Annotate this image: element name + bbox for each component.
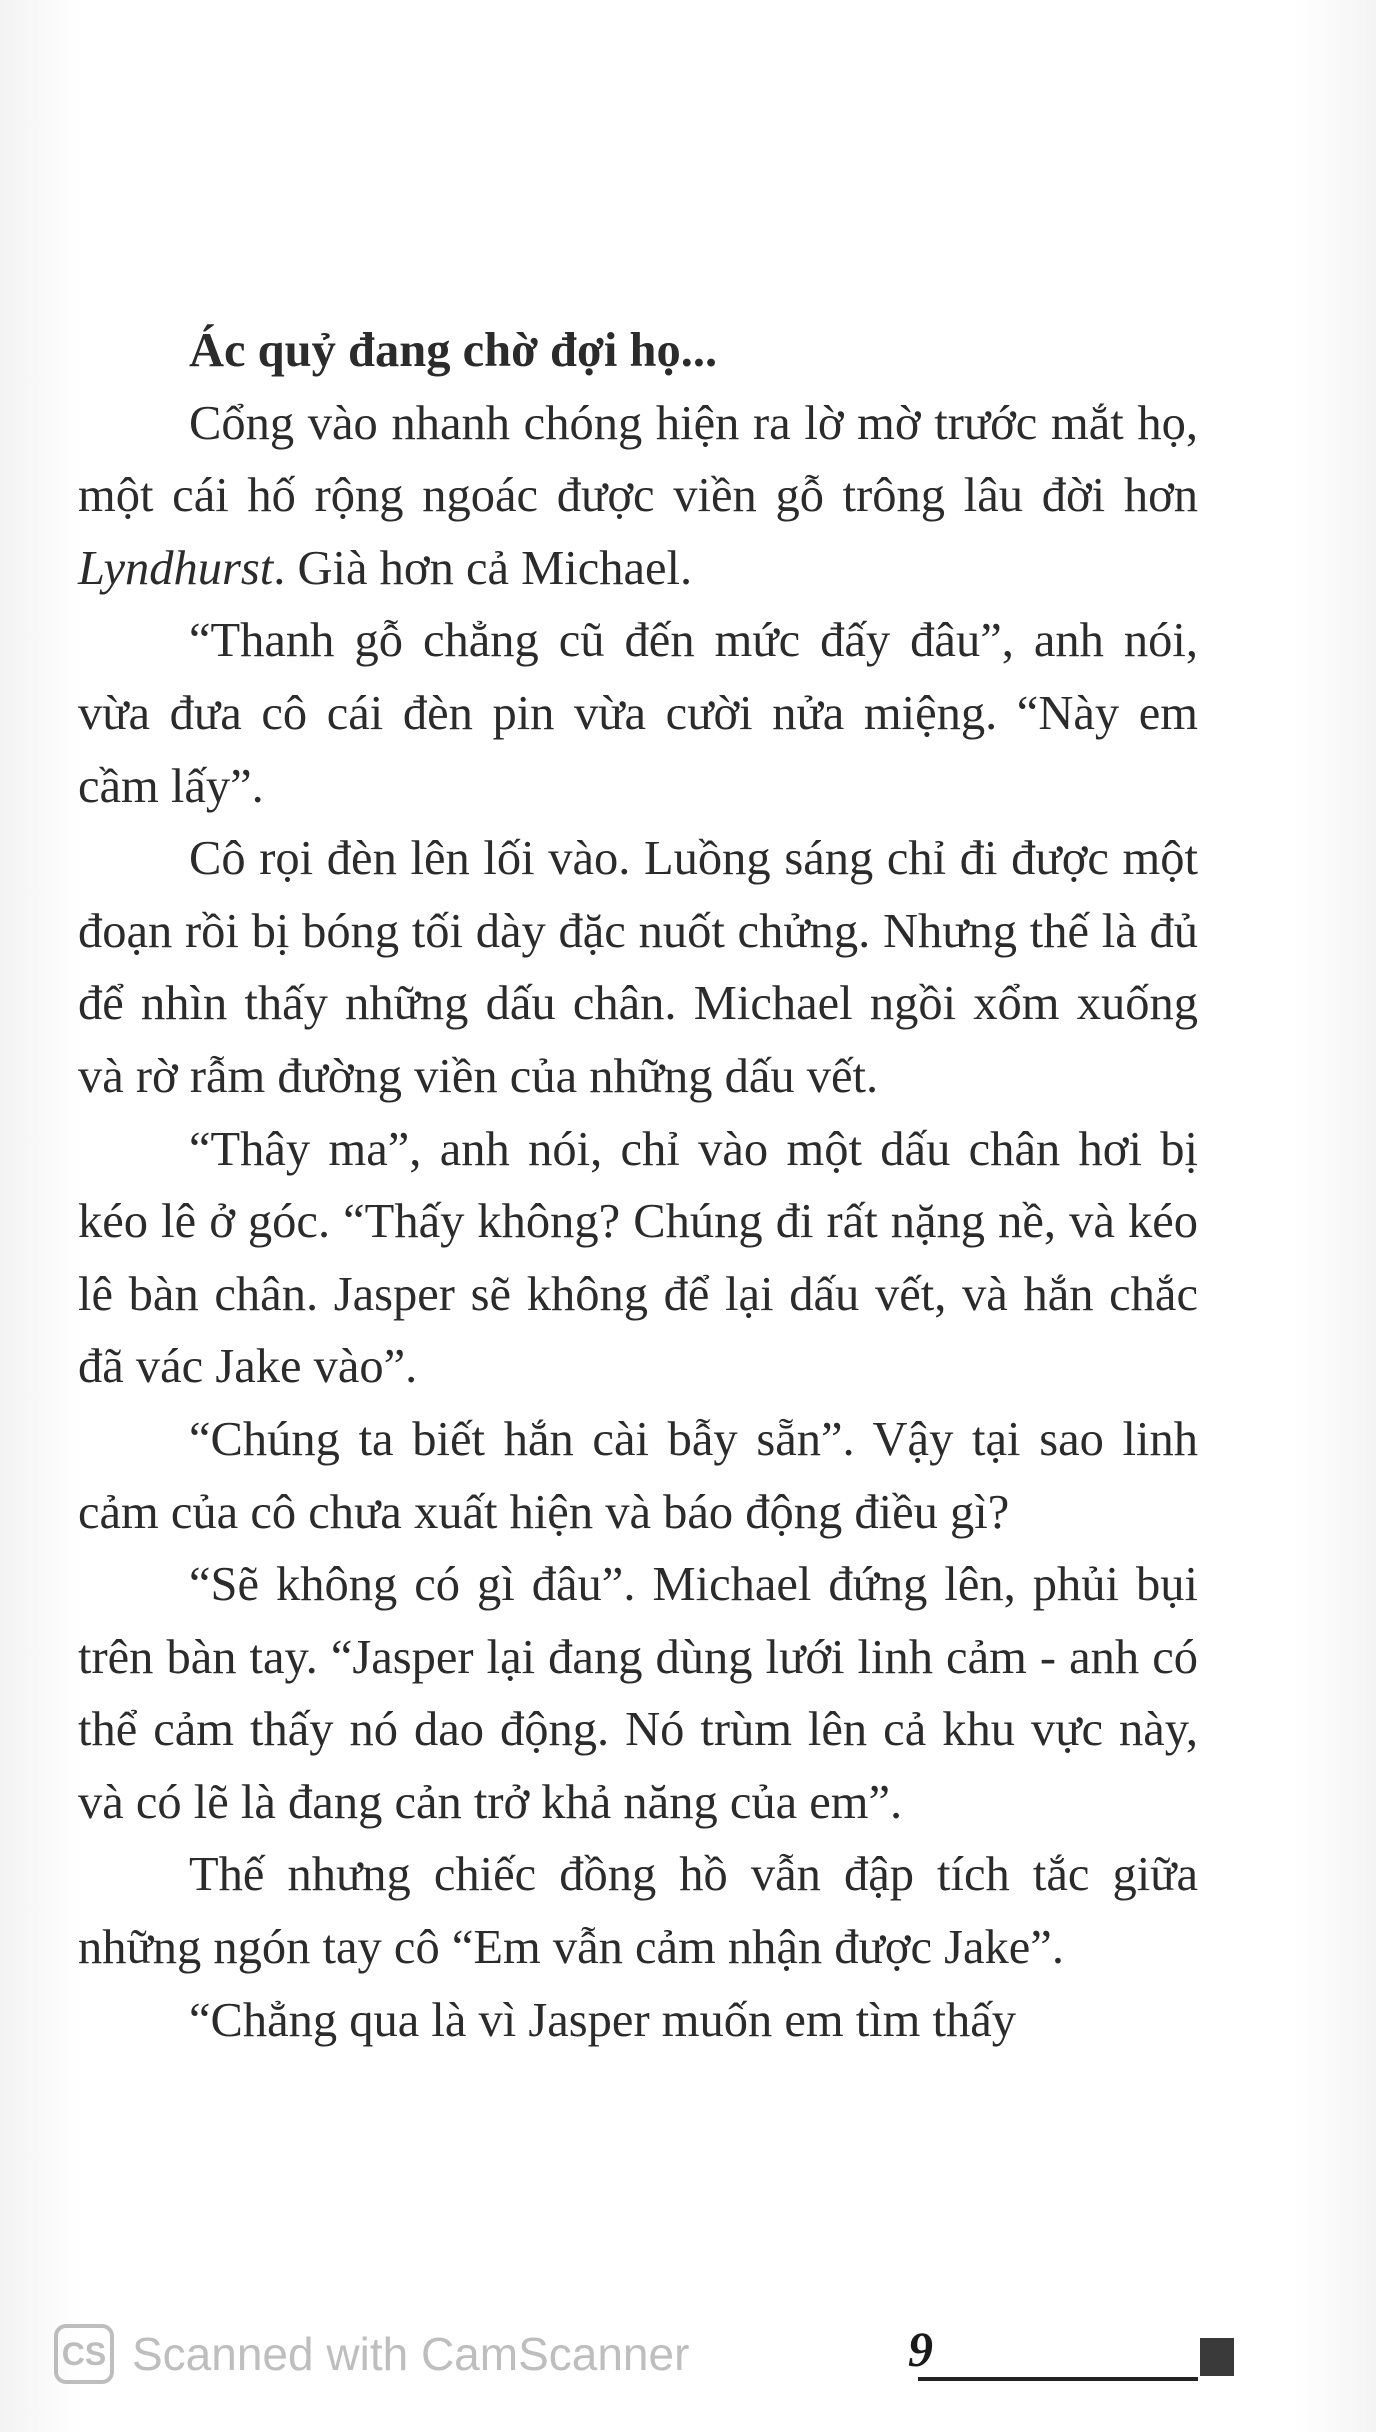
camscanner-watermark <box>54 2324 689 2384</box>
italic-place-name: Lyndhurst <box>78 541 274 595</box>
watermark-text: Scanned with CamScanner <box>132 2328 690 2380</box>
paragraph: Thế nhưng chiếc đồng hồ vẫn đập tích tắc giữa những ngón tay cô “Em vẫn cảm nhận được Jake”. <box>78 1848 1198 1975</box>
page-number: 9 <box>908 2321 933 2377</box>
paragraph: “Thây ma”, anh nói, chỉ vào một dấu chân hơi bị kéo lê ở góc. “Thấy không? Chúng đi rất nặng nề, và kéo lê bàn chân. Jasper sẽ không để lại dấu vết, và hắn chắc đã vác Jake vào”. <box>78 1122 1198 1394</box>
paragraph: “Sẽ không có gì đâu”. Michael đứng lên, phủi bụi trên bàn tay. “Jasper lại đang dùng lưới linh cảm - anh có thể cảm thấy nó dao động. Nó trùm lên cả khu vực này, và có lẽ là đang cản trở khả năng của em”. <box>78 1558 1198 1829</box>
footer-block <box>1200 2338 1234 2376</box>
body-text <box>78 315 1198 2057</box>
camscanner-logo-icon: CS <box>54 2324 114 2384</box>
paragraph-heading: Ác quỷ đang chờ đợi họ... <box>189 324 718 377</box>
paragraph: “Thanh gỗ chẳng cũ đến mức đấy đâu”, anh nói, vừa đưa cô cái đèn pin vừa cười nửa miệng. “Này em cầm lấy”. <box>78 614 1198 813</box>
paragraph: “Chẳng qua là vì Jasper muốn em tìm thấy <box>189 1993 1017 2047</box>
paragraph: Cô rọi đèn lên lối vào. Luồng sáng chỉ đi được một đoạn rồi bị bóng tối dày đặc nuốt chửng. Nhưng thế là đủ để nhìn thấy những dấu chân. Michael ngồi xổm xuống và rờ rẫm đường viền của những dấu vết. <box>78 832 1198 1103</box>
footer-rule <box>918 2377 1198 2381</box>
paragraph: “Chúng ta biết hắn cài bẫy sẵn”. Vậy tại sao linh cảm của cô chưa xuất hiện và báo động điều gì? <box>78 1412 1198 1539</box>
paragraph: Cổng vào nhanh chóng hiện ra lờ mờ trước mắt họ, một cái hố rộng ngoác được viền gỗ trông lâu đời hơn Lyndhurst. Già hơn cả Michael. <box>78 396 1198 595</box>
